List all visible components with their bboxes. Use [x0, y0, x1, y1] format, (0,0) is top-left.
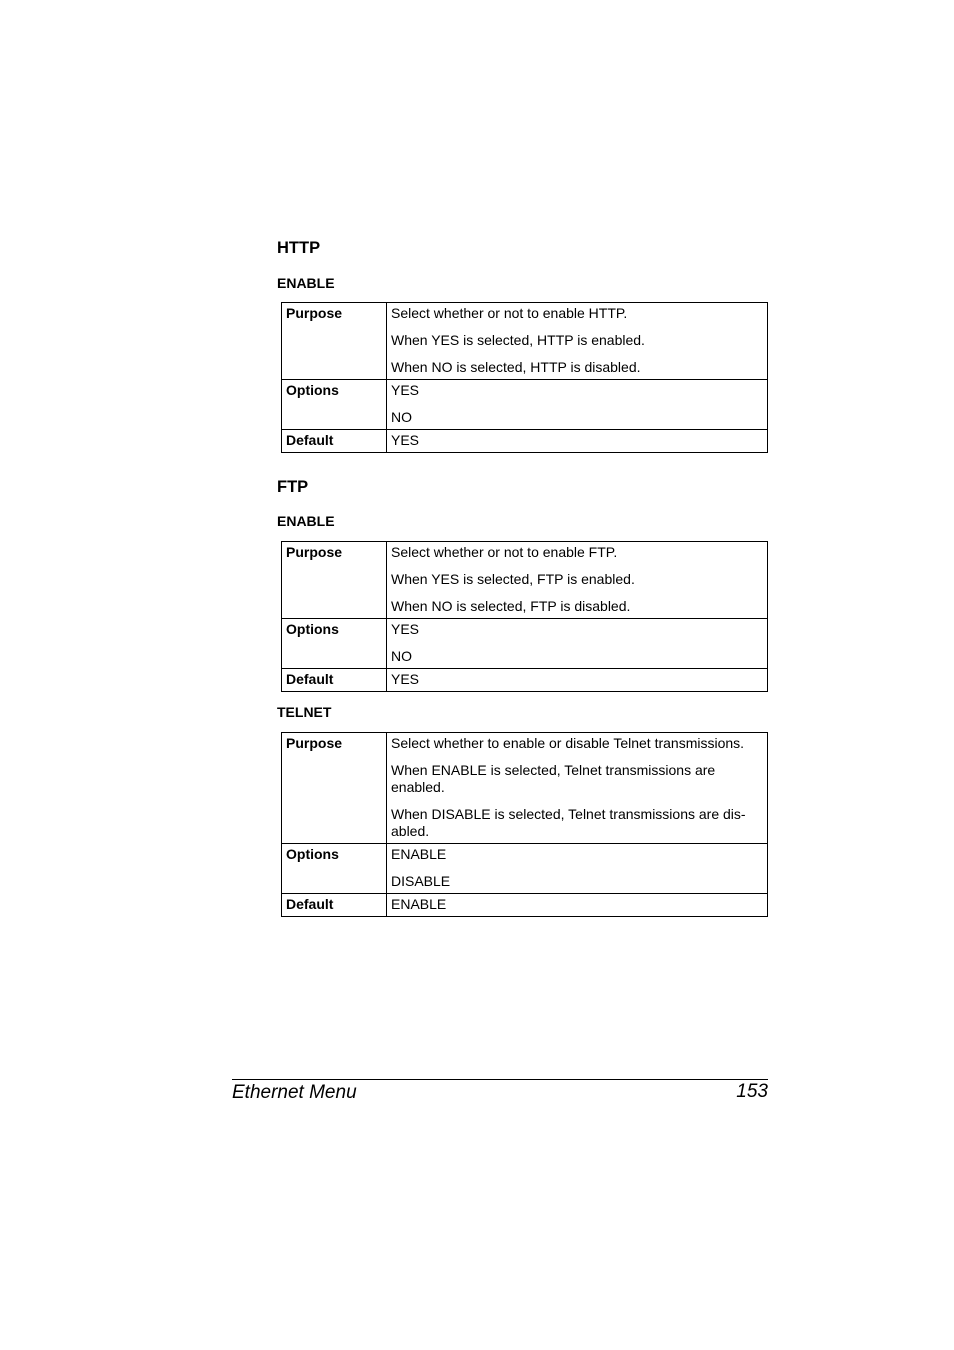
- cell-line: When NO is selected, HTTP is disabled.: [391, 359, 641, 375]
- cell-line: YES: [391, 432, 420, 448]
- footer-divider: [232, 1079, 768, 1080]
- table-row: [282, 733, 768, 844]
- http-enable-subheading: ENABLE: [277, 275, 335, 291]
- row-value: [387, 303, 768, 380]
- telnet-table: [281, 732, 768, 917]
- telnet-subheading: TELNET: [277, 704, 332, 720]
- row-value: [387, 894, 768, 917]
- row-label: Purpose: [282, 542, 387, 619]
- ftp-enable-table: [281, 541, 768, 692]
- row-value: [387, 619, 768, 669]
- cell-line: When NO is selected, FTP is disabled.: [391, 598, 631, 614]
- row-label: Default: [282, 894, 387, 917]
- cell-line: When YES is selected, HTTP is enabled.: [391, 332, 645, 348]
- row-value: [387, 669, 768, 692]
- page-number: 153: [736, 1081, 768, 1102]
- table-row: [282, 380, 768, 430]
- ftp-heading: FTP: [277, 478, 309, 496]
- cell-line: DISABLE: [391, 873, 451, 889]
- ftp-enable-subheading: ENABLE: [277, 513, 335, 529]
- http-enable-table: [281, 302, 768, 453]
- footer-section-title: Ethernet Menu: [232, 1082, 357, 1103]
- cell-line: YES: [391, 382, 420, 398]
- cell-line: When YES is selected, FTP is enabled.: [391, 571, 635, 587]
- row-value: [387, 733, 768, 844]
- cell-line: Select whether or not to enable FTP.: [391, 544, 618, 560]
- row-label: Options: [282, 844, 387, 894]
- cell-line: NO: [391, 648, 412, 664]
- cell-line: Select whether to enable or disable Telnet transmissions.: [391, 735, 745, 751]
- cell-line: ENABLE: [391, 896, 447, 912]
- row-label: Default: [282, 669, 387, 692]
- row-label: Default: [282, 430, 387, 453]
- cell-line: When ENABLE is selected, Telnet transmissions are enabled.: [391, 762, 716, 795]
- cell-line: When DISABLE is selected, Telnet transmissions are dis-abled.: [391, 806, 746, 839]
- table-row: [282, 669, 768, 692]
- row-label: Purpose: [282, 303, 387, 380]
- table-row: [282, 430, 768, 453]
- cell-line: ENABLE: [391, 846, 447, 862]
- row-label: Options: [282, 619, 387, 669]
- cell-line: YES: [391, 671, 420, 687]
- row-value: [387, 844, 768, 894]
- cell-line: NO: [391, 409, 412, 425]
- table-row: [282, 542, 768, 619]
- row-label: Options: [282, 380, 387, 430]
- row-value: [387, 430, 768, 453]
- table-row: [282, 844, 768, 894]
- row-value: [387, 542, 768, 619]
- table-row: [282, 303, 768, 380]
- http-heading: HTTP: [277, 239, 321, 257]
- table-row: [282, 894, 768, 917]
- cell-line: YES: [391, 621, 420, 637]
- cell-line: Select whether or not to enable HTTP.: [391, 305, 628, 321]
- table-row: [282, 619, 768, 669]
- row-label: Purpose: [282, 733, 387, 844]
- row-value: [387, 380, 768, 430]
